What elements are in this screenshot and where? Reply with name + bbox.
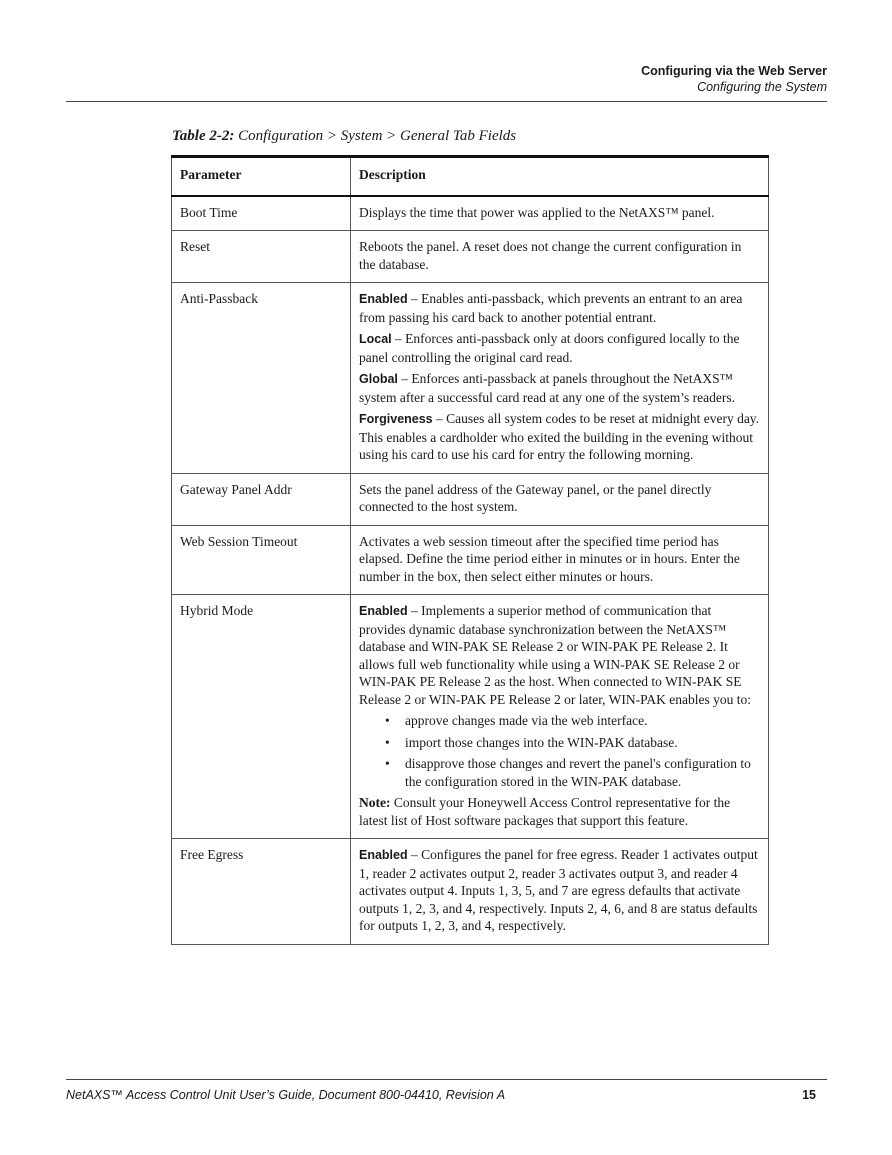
desc-reset [351, 231, 769, 283]
footer-divider [66, 1079, 827, 1080]
desc-text: Activates a web session timeout after the specified time period has elapsed. Define the time period either in minutes or in hours. Enter the number in the box, then select either minutes or hours. [359, 533, 740, 584]
bullet-list [359, 712, 760, 790]
page-number: 15 [802, 1088, 816, 1102]
desc-text: Sets the panel address of the Gateway panel, or the panel directly connected to the host system. [359, 481, 712, 514]
option-enabled [359, 846, 760, 935]
table-row [172, 839, 769, 945]
desc-text: Displays the time that power was applied to the NetAXS™ panel. [359, 204, 715, 220]
option-text: – Enforces anti-passback only at doors configured locally to the panel controlling the original card read. [359, 331, 740, 365]
header-divider [66, 101, 827, 102]
option-enabled [359, 602, 760, 708]
param-free-egress: Free Egress [172, 839, 351, 945]
list-item: • approve changes made via the web interface. [405, 712, 760, 730]
option-global [359, 370, 760, 406]
column-header-parameter: Parameter [172, 157, 351, 196]
param-web-session-timeout: Web Session Timeout [172, 525, 351, 595]
option-text: – Enforces anti-passback at panels throughout the NetAXS™ system after a successful card read at any one of the system’s readers. [359, 371, 735, 405]
list-item: • disapprove those changes and revert the panel's configuration to the configuration stored in the WIN-PAK database. [405, 755, 760, 790]
param-reset: Reset [172, 231, 351, 283]
desc-boot-time [351, 196, 769, 231]
option-text: – Implements a superior method of communication that provides dynamic database synchronization between the NetAXS™ database and WIN-PAK SE Release 2 or WIN-PAK PE Release 2. It allows full web functionality while using a WIN-PAK SE Release 2 or WIN-PAK PE Release 2 as the host. When connected to WIN-PAK SE Release 2 or WIN-PAK PE Release 2 or later, WIN-PAK enables you to: [359, 603, 752, 707]
option-text: – Configures the panel for free egress. Reader 1 activates output 1, reader 2 activates output 2, reader 3 activates output 3, and reader 4 activates output 4. Inputs 1, 3, 5, and 7 are egress defaults that activate outputs 1, 2, 3, and 4, respectively. Inputs 2, 4, 6, and 8 are status defaults for outputs 1, 2, 3, and 4, respectively. [359, 847, 758, 933]
header-section: Configuring the System [697, 80, 827, 94]
desc-free-egress [351, 839, 769, 945]
table-header-row [172, 157, 769, 196]
column-header-description: Description [351, 157, 769, 196]
table-row [172, 196, 769, 231]
table-title: Configuration > System > General Tab Fields [238, 128, 517, 144]
table-row [172, 283, 769, 474]
table-row [172, 595, 769, 839]
option-forgiveness [359, 410, 760, 464]
table-row [172, 231, 769, 283]
note-label: Note: [359, 795, 391, 810]
running-header [641, 63, 827, 95]
option-term: Local [359, 332, 392, 346]
table-row [172, 525, 769, 595]
param-gateway-panel-addr: Gateway Panel Addr [172, 473, 351, 525]
list-item: • import those changes into the WIN-PAK database. [405, 734, 760, 752]
footer-document-title: NetAXS™ Access Control Unit User’s Guide, Document 800-04410, Revision A [66, 1088, 506, 1102]
general-tab-fields-table [171, 155, 769, 945]
desc-hybrid-mode [351, 595, 769, 839]
option-enabled [359, 290, 760, 326]
option-term: Enabled [359, 292, 408, 306]
option-term: Forgiveness [359, 412, 433, 426]
param-anti-passback: Anti-Passback [172, 283, 351, 474]
option-local [359, 330, 760, 366]
table-row [172, 473, 769, 525]
header-chapter: Configuring via the Web Server [641, 64, 827, 78]
desc-gateway-panel-addr [351, 473, 769, 525]
desc-anti-passback [351, 283, 769, 474]
option-term: Enabled [359, 848, 408, 862]
desc-text: Reboots the panel. A reset does not change the current configuration in the database. [359, 239, 742, 272]
option-text: – Causes all system codes to be reset at midnight every day. This enables a cardholder who exited the building in the evening without using his card to use his card for entry the following morning. [359, 411, 760, 462]
table-caption [172, 128, 516, 145]
option-text: – Enables anti-passback, which prevents an entrant to an area from passing his card back to another potential entrant. [359, 291, 743, 325]
note [359, 794, 760, 829]
desc-web-session-timeout [351, 525, 769, 595]
table-number: Table 2-2: [172, 128, 235, 144]
note-text: Consult your Honeywell Access Control representative for the latest list of Host software packages that support this feature. [359, 795, 731, 828]
option-term: Global [359, 372, 398, 386]
option-term: Enabled [359, 604, 408, 618]
param-hybrid-mode: Hybrid Mode [172, 595, 351, 839]
param-boot-time: Boot Time [172, 196, 351, 231]
